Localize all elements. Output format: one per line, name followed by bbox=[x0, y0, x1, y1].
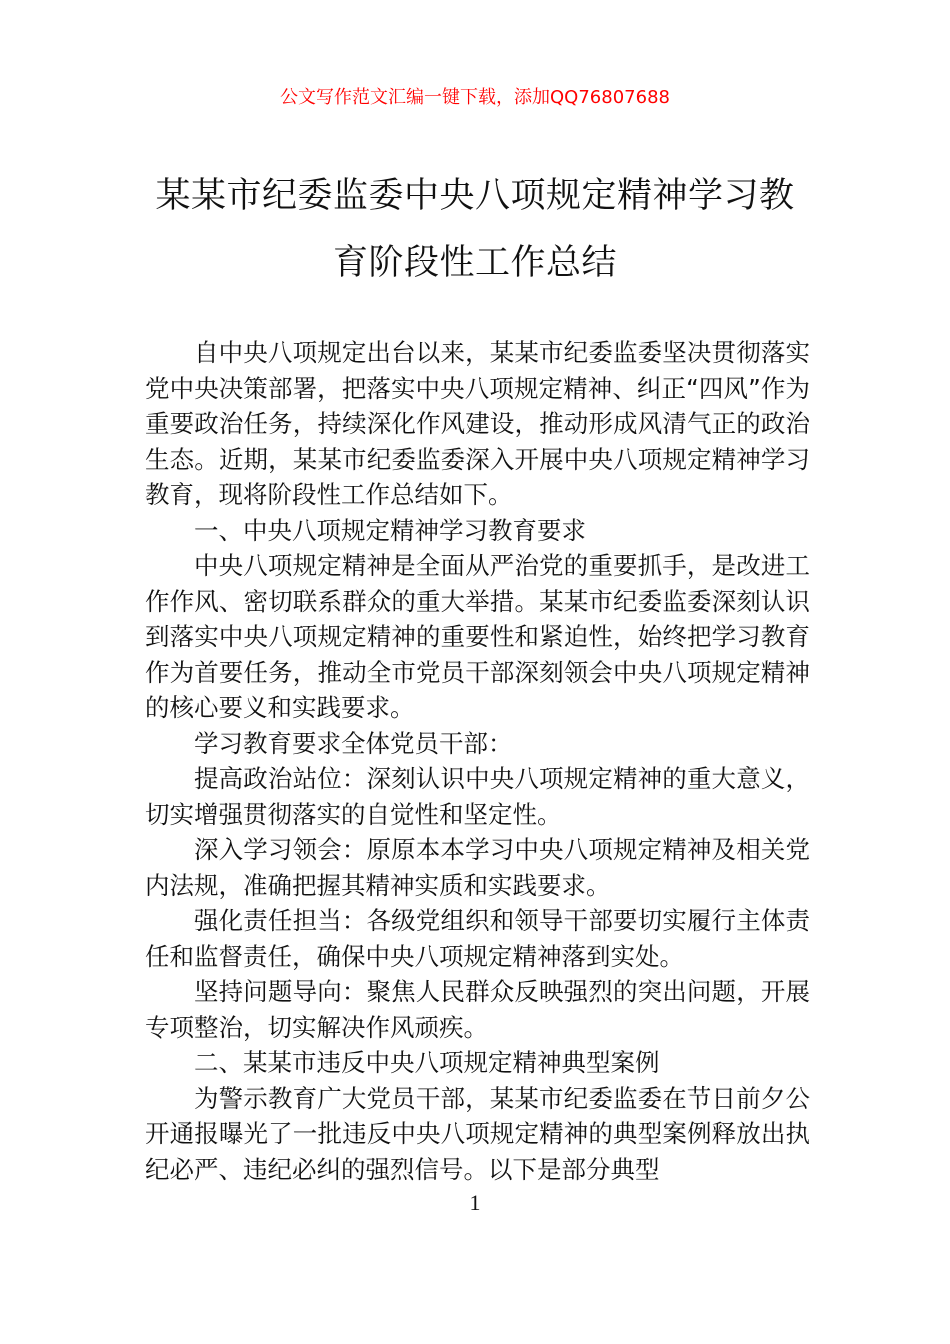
document-title-line-1: 某某市纪委监委中央八项规定精神学习教 bbox=[155, 176, 795, 216]
intro-paragraph: 自中央八项规定出台以来，某某市纪委监委坚决贯彻落实党中央决策部署，把落实中央八项规定精神、纠正“四风”作为重要政治任务，持续深化作风建设，推动形成风清气正的政治生态。近期，某某市纪委监委深入开展中央八项规定精神学习教育，现将阶段性工作总结如下。 bbox=[145, 338, 810, 509]
list-item-study: 深入学习领会：原原本本学习中央八项规定精神及相关党内法规，准确把握其精神实质和实践要求。 bbox=[145, 835, 810, 900]
list-item-problem-oriented: 坚持问题导向：聚焦人民群众反映强烈的突出问题，开展专项整治，切实解决作风顽疾。 bbox=[145, 977, 810, 1042]
list-item-political-stance: 提高政治站位：深刻认识中央八项规定精神的重大意义，切实增强贯彻落实的自觉性和坚定性。 bbox=[145, 764, 810, 829]
section-heading-1: 一、中央八项规定精神学习教育要求 bbox=[194, 515, 586, 545]
body-paragraph: 中央八项规定精神是全面从严治党的重要抓手，是改进工作作风、密切联系群众的重大举措。某某市纪委监委深刻认识到落实中央八项规定精神的重要性和紧迫性，始终把学习教育作为首要任务，推动全市党员干部深刻领会中央八项规定精神的核心要义和实践要求。 bbox=[145, 551, 810, 722]
promo-banner: 公文写作范文汇编一键下载，添加QQ76807688 bbox=[280, 87, 670, 108]
section-heading-2: 二、某某市违反中央八项规定精神典型案例 bbox=[194, 1048, 660, 1077]
document-title-line-2: 育阶段性工作总结 bbox=[332, 243, 617, 283]
body-paragraph: 为警示教育广大党员干部，某某市纪委监委在节日前夕公开通报曝光了一批违反中央八项规定精神的典型案例释放出执纪必严、违纪必纠的强烈信号。以下是部分典型 bbox=[145, 1083, 810, 1184]
list-intro: 学习教育要求全体党员干部： bbox=[194, 728, 513, 758]
list-item-responsibility: 强化责任担当：各级党组织和领导干部要切实履行主体责任和监督责任，确保中央八项规定精神落到实处。 bbox=[145, 906, 810, 971]
page-number: 1 bbox=[469, 1190, 481, 1215]
document-body bbox=[145, 335, 810, 1187]
